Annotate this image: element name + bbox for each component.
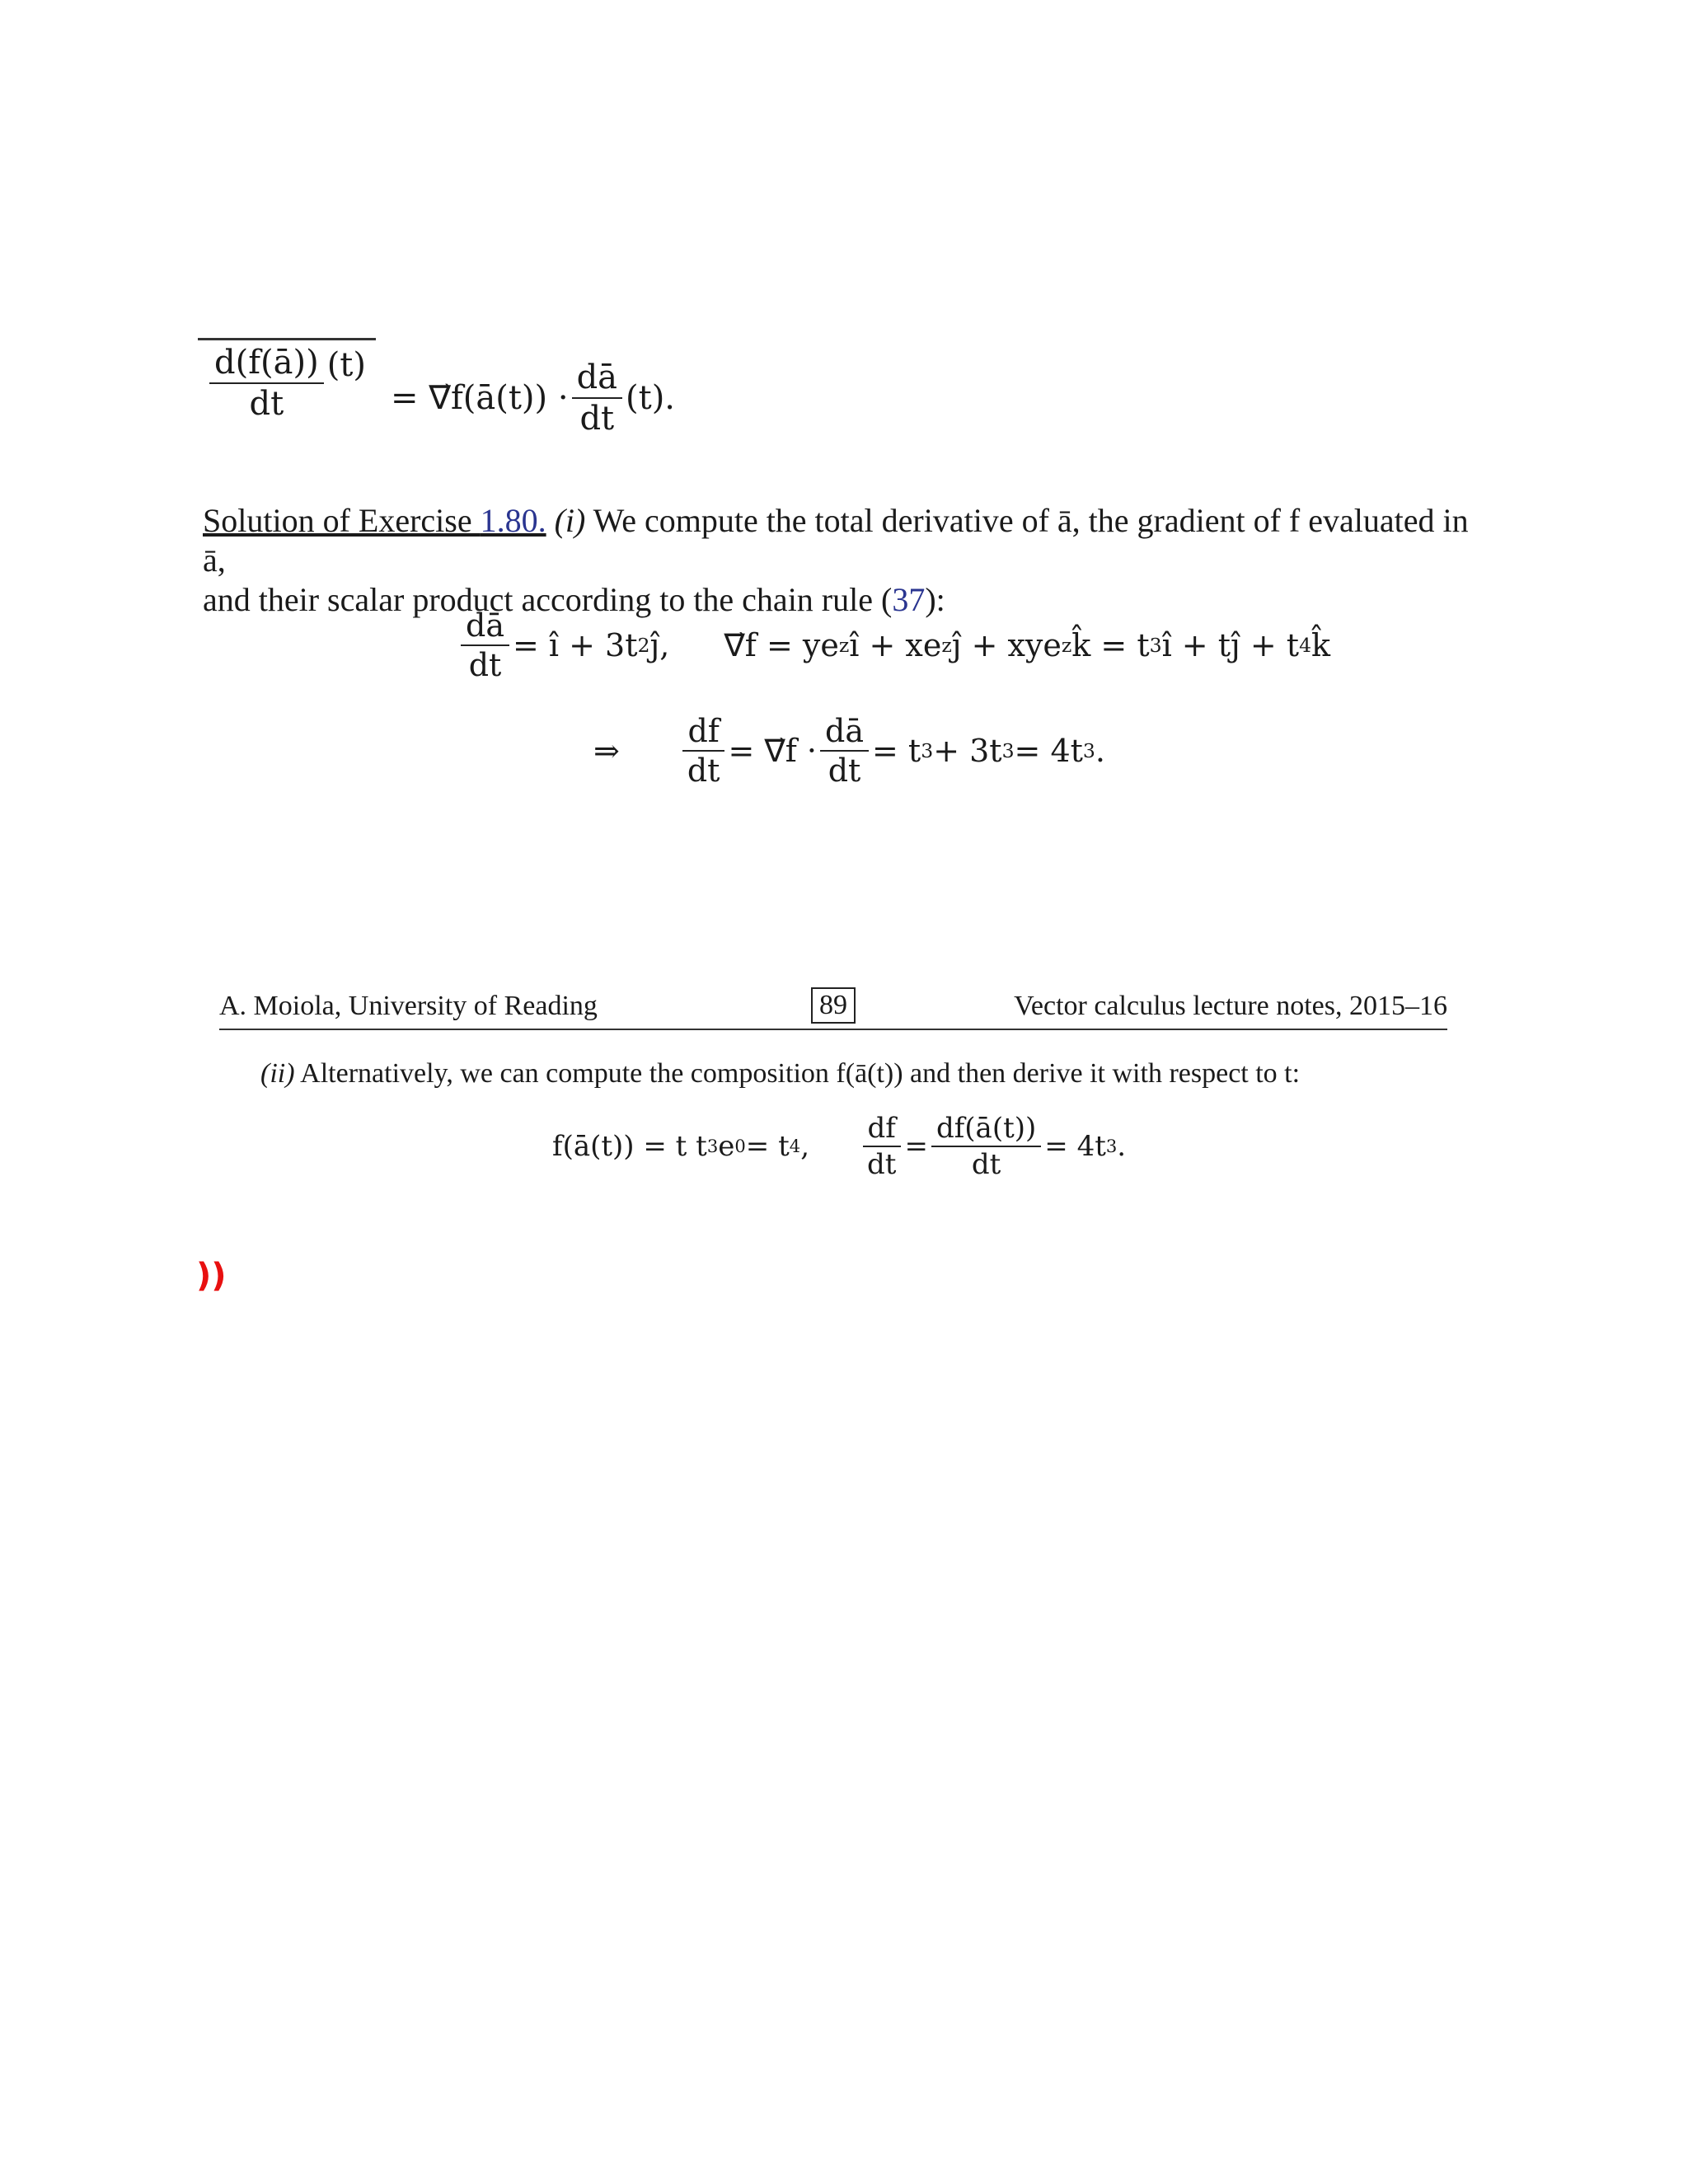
eq3-lhs: f(ā(t)) = t t — [552, 1130, 707, 1163]
eq1-rhs: = ı̂ + 3t — [512, 627, 638, 663]
rhs-numerator: dā — [572, 361, 622, 399]
solution-text-line1: We compute the total derivative of ā, the gradient of f evaluated in ā, — [203, 502, 1469, 579]
rhs-denominator: dt — [579, 400, 615, 438]
eq2-rhs3: = 4t — [1014, 733, 1083, 769]
grad-f: ∇⃗f = ye — [724, 627, 839, 663]
alternative-paragraph — [260, 1058, 1300, 1090]
rhs-gradient: = ∇⃗f(ā(t)) · — [390, 379, 569, 417]
eq2-mid: = ∇⃗f · — [728, 733, 818, 769]
solution-text-line2: and their scalar product according to the chain rule ( — [203, 581, 893, 618]
implies-arrow: ⇒ — [593, 733, 620, 769]
eq3-dot: . — [1117, 1130, 1127, 1163]
page-footer — [219, 987, 1447, 1030]
part-ii-label: (ii) — [260, 1058, 295, 1089]
solution-text-end: ): — [925, 581, 945, 618]
frac2-num: dā — [820, 715, 869, 752]
eq3-df-dt — [862, 1114, 901, 1179]
alternative-text: Alternatively, we can compute the composition f(ā(t)) and then derive it with respect to t: — [294, 1058, 1301, 1089]
part-label: (i) — [554, 502, 586, 539]
eq2-rhs: = t — [872, 733, 921, 769]
frac1-num: df — [682, 715, 724, 752]
rhs-fraction — [572, 359, 622, 438]
eq3-frac2-den: dt — [971, 1148, 1001, 1181]
derivative-gradient-equation: $\frac{dā}{dt}$ = ı̂ + 3t 2 ȷ̂, ∇⃗f = ye z ı̂ + xe z ȷ̂ + xye z k̂ = t 3 ı̂ + tȷ̂ + t 4 k̂ — [457, 610, 1330, 681]
exercise-link[interactable]: 1.80. — [480, 502, 546, 539]
grad-term3: ȷ̂ + xye — [951, 627, 1062, 663]
lhs-fraction — [209, 344, 324, 423]
footer-title: Vector calculus lecture notes, 2015–16 — [1014, 991, 1447, 1021]
eq3-equals: = — [904, 1130, 928, 1163]
eq2-rhs2: + 3t — [933, 733, 1002, 769]
solution-heading — [203, 502, 546, 539]
eq2-rhs4: . — [1095, 733, 1105, 769]
eq3-rhs: = t — [745, 1130, 790, 1163]
equation-link[interactable]: 37 — [892, 581, 926, 618]
top-rule — [198, 338, 376, 340]
lhs-numerator: d(f(ā)) — [209, 346, 324, 384]
solution-paragraph — [203, 501, 1472, 620]
eq3-end: = 4t — [1044, 1130, 1106, 1163]
page-number: 89 — [811, 987, 856, 1024]
eq3-frac1-den: dt — [867, 1148, 897, 1181]
chain-rule-formula — [206, 344, 676, 438]
lhs-denominator: dt — [249, 385, 284, 423]
solution-heading-text: Solution of Exercise — [203, 502, 481, 539]
lhs-argument: (t) — [326, 346, 366, 384]
grad-term2: ı̂ + xe — [849, 627, 942, 663]
grad-term5: ı̂ + tȷ̂ + t — [1161, 627, 1300, 663]
grad-term4: k̂ = t — [1071, 627, 1150, 663]
grad-term6: k̂ — [1311, 627, 1331, 663]
red-marker: )) — [196, 1257, 227, 1295]
frac-num: dā — [461, 610, 509, 646]
rhs-end: (t). — [626, 379, 676, 417]
eq1-rhs-end: ȷ̂, — [649, 627, 670, 663]
eq3-frac1-num: df — [863, 1114, 901, 1147]
eq3-mid: e — [718, 1130, 735, 1163]
df-dt-fraction — [682, 713, 725, 789]
da-dt-fraction — [461, 607, 509, 683]
chain-rule-result-equation: ⇒ $\frac{df}{dt}$ = ∇⃗f · $\frac{dā}{dt}$ = t 3 + 3t 3 = 4t 3 . — [593, 713, 1105, 789]
eq3-dfa-dt — [931, 1114, 1041, 1179]
footer-author: A. Moiola, University of Reading — [219, 991, 598, 1021]
eq3-comma: , — [800, 1130, 809, 1163]
da-dt-fraction-2 — [820, 713, 869, 789]
composition-equation: f(ā(t)) = t t 3 e 0 = t 4 , $\frac{df}{dt}$ = $\frac{df(ā(t))}{dt}$ = 4t 3 . — [552, 1112, 1127, 1181]
eq3-frac2-num: df(ā(t)) — [931, 1114, 1041, 1147]
frac1-den: dt — [687, 752, 720, 789]
frac2-den: dt — [828, 752, 861, 789]
frac-den: dt — [468, 647, 502, 683]
